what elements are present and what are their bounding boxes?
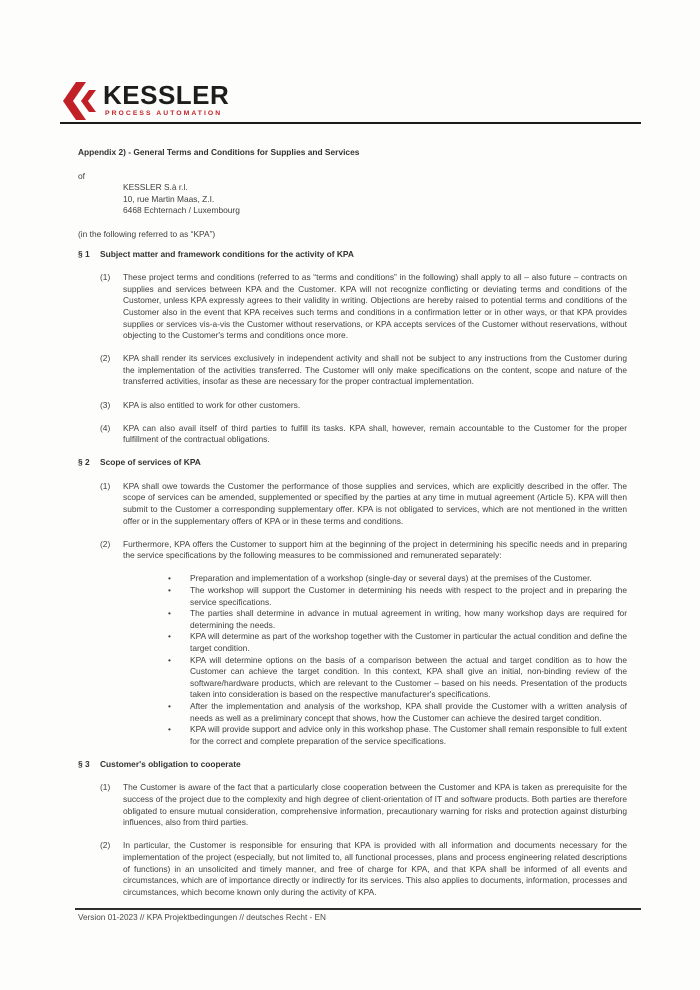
alias-note: (in the following referred to as “KPA”) [78,228,216,239]
section-1-heading [78,249,627,261]
section-2 [78,457,627,747]
bullet-text: The workshop will support the Customer in determining his needs with respect to the project and in preparing the service specifications. [190,585,627,607]
footer-divider [75,908,641,910]
company-address [123,182,627,217]
list-item [123,724,627,747]
paragraph [78,423,627,446]
paragraph-text: The Customer is aware of the fact that a particularly close cooperation between the Customer and KPA is taken as prerequisite for the success of the project due to the complexity and high degree of client-orientation of IT and software products. Both parties are therefore obligated to ensure mutual consideration, comprehensive information, precautionary warning for risks and protection against disturbing influences, also from third parties. [123,782,627,828]
paragraph-marker: (4) [100,422,111,433]
paragraph-text: KPA is also entitled to work for other customers. [123,399,301,410]
section-number: § 2 [78,457,90,468]
paragraph-marker: (2) [100,840,111,851]
kessler-logo [62,82,229,120]
list-item [123,608,627,631]
list-item [123,631,627,654]
section-1 [78,249,627,446]
bullet-icon: • [168,654,171,665]
page-header [62,82,229,120]
paragraph [78,782,627,828]
bullet-icon: • [168,608,171,619]
section-title: Subject matter and framework conditions for the activity of KPA [100,248,354,259]
section-number: § 3 [78,758,90,769]
paragraph-marker: (1) [100,480,111,491]
list-item [123,585,627,608]
paragraph [78,840,627,898]
paragraph-text: KPA shall render its services exclusively in independent activity and shall not be subject to any instructions from the Customer during the implementation of the activities transferred. The Customer will only make specifications on the content, scope and nature of the transferred activities, insofar as these are necessary for the proper contractual implementation. [123,353,627,387]
section-title: Customer's obligation to cooperate [100,758,241,769]
section-2-heading [78,457,627,469]
paragraph-marker: (3) [100,399,111,410]
brand-tagline: PROCESS AUTOMATION [105,110,223,117]
bullet-text: The parties shall determine in advance in mutual agreement in writing, how many workshop days are required for determining the needs. [190,608,627,630]
paragraph-text: KPA shall owe towards the Customer the performance of those supplies and services, which are explicitly described in the offer. The scope of services can be amended, supplemented or specified by the parties at any time in mutual agreement (Article 5). KPA will then submit to the Customer a corresponding supplementary offer. KPA is not obligated to services, which are not mentioned in the written offer or in the supplementary offers of KPA or in these terms and conditions. [123,480,627,526]
bullet-text: Preparation and implementation of a workshop (single-day or several days) at the premises of the Customer. [190,573,592,584]
bullet-text: KPA will provide support and advice only in this workshop phase. The Customer shall remain responsible to full extent for the correct and complete preparation of the service specifications. [190,724,627,746]
bullet-icon: • [168,631,171,642]
bullet-text: KPA will determine options on the basis of a comparison between the actual and target condition as to how the Customer can achieve the target condition. In this context, KPA shall give an initial, non-binding review of the software/hardware products, which are relevant to the Customer – based on his needs. Presentation of the products taken into consideration is based on the respective manufacturer's specifications. [190,654,627,700]
paragraph [78,353,627,388]
list-item [123,701,627,724]
bullet-icon: • [168,585,171,596]
bullet-text: KPA will determine as part of the workshop together with the Customer in particular the actual condition and define the target condition. [190,631,627,653]
paragraph-text: These project terms and conditions (referred to as “terms and conditions” in the following) shall apply to all – also future – contracts on supplies and services between KPA and the Customer. KPA will not recognize conflicting or deviating terms and conditions of the Customer, unless KPA expressly agrees to their validity in writing. Objections are hereby raised to potential terms and conditions of the Customer also in the event that KPA receives such terms and conditions in a confirmation letter or in other ways, or that KPA provides supplies or services vis-a-vis the Customer without reservations, or KPA accepts services of the Customer without reservations, without objecting to the Customer's terms and conditions once more. [123,272,627,341]
of-label: of [78,170,85,181]
document-title: Appendix 2) - General Terms and Conditions for Supplies and Services [78,147,360,157]
paragraph-marker: (2) [100,538,111,549]
paragraph [78,481,627,527]
section-number: § 1 [78,248,90,259]
bullet-icon: • [168,724,171,735]
paragraph-marker: (2) [100,353,111,364]
bullet-list [123,573,627,747]
section-3-heading [78,759,627,771]
paragraph-text: Furthermore, KPA offers the Customer to support him at the beginning of the project in determining his specific needs and in preparing the service specifications by the following measures to be commissioned and remunerated separately: [123,538,627,561]
section-3 [78,759,627,898]
paragraph-text: In particular, the Customer is responsible for ensuring that KPA is provided with all information and documents necessary for the implementation of the project (especially, but not limited to, all functional processes, plans and process engineering related descriptions of functions) in an unsolicited and timely manner, and free of charge for KPA, and that KPA shall be informed of all events and circumstances, which are of importance directly or indirectly for its services. This also applies to documents, information, processes and circumstances, which become known only during the activity of KPA. [123,840,627,897]
paragraph [78,272,627,342]
paragraph [78,400,627,412]
bullet-icon: • [168,700,171,711]
paragraph-text: KPA can also avail itself of third parties to fulfill its tasks. KPA shall, however, remain accountable to the Customer for the proper fulfillment of the contractual obligations. [123,422,627,445]
company-name: KESSLER S.à r.l. [123,182,188,193]
logo-text-column [103,82,229,117]
document-content [78,147,627,910]
company-street: 10, rue Martin Maas, Z.I. [123,193,215,204]
brand-name: KESSLER [103,80,230,110]
section-title: Scope of services of KPA [100,457,201,468]
footer-version-text: Version 01-2023 // KPA Projektbedingungen // deutsches Recht - EN [78,913,326,922]
bullet-text: After the implementation and analysis of the workshop, KPA shall provide the Customer with a written analysis of needs as well as a preliminary concept that shows, how the Customer can achieve the desired target condition. [190,700,627,723]
paragraph [78,539,627,748]
company-city: 6468 Echternach / Luxembourg [123,205,240,216]
list-item [123,655,627,701]
paragraph-with-bullets [123,539,627,748]
header-divider [60,122,641,124]
paragraph-marker: (1) [100,782,111,793]
list-item [123,573,627,585]
kessler-chevron-icon [62,82,96,120]
paragraph-marker: (1) [100,272,111,283]
bullet-icon: • [168,573,171,584]
